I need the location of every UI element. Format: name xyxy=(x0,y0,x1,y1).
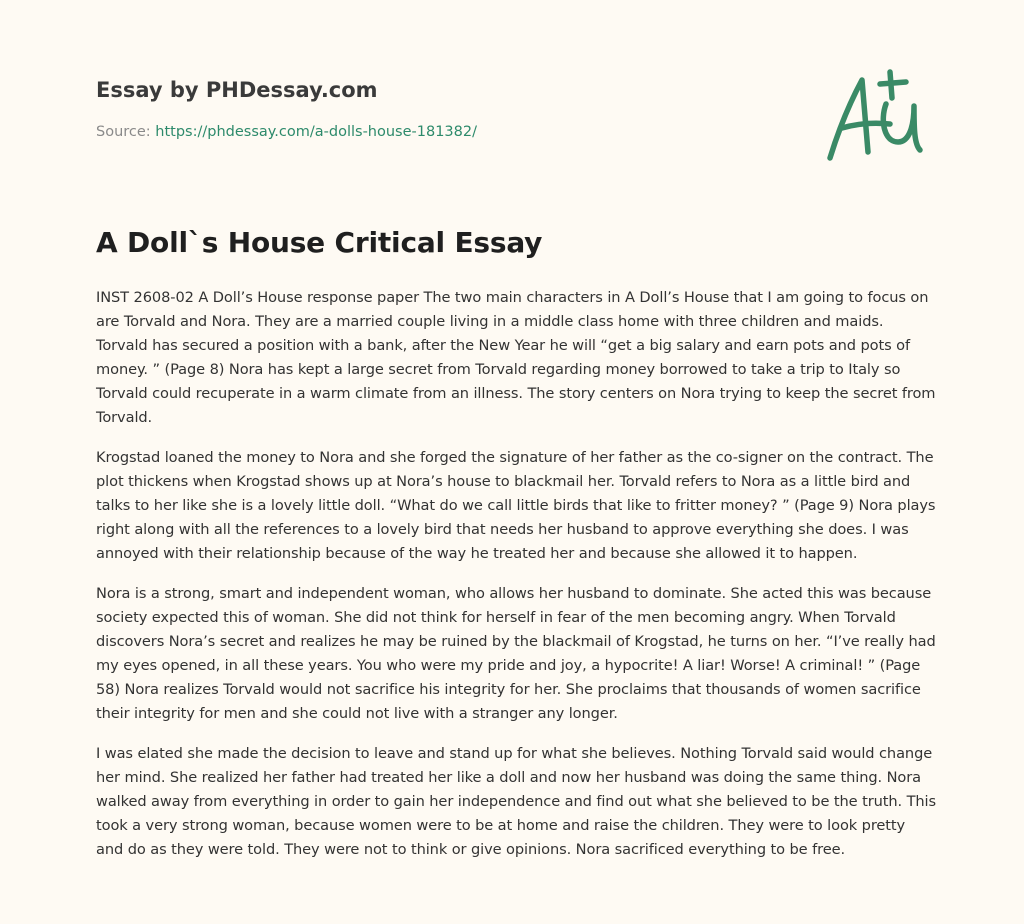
essay-paragraph: Krogstad loaned the money to Nora and she forged the signature of her father as the co-signer on the contract. The plot thickens when Krogstad shows up at Nora’s house to blackmail her. Torvald refers to Nora as a little bird and talks to her like she is a lovely little doll. “What do we call little birds that like to fritter money? ” (Page 9) Nora plays right along with all the references to a lovely bird that needs her husband to approve everything she does. I was annoyed with their relationship because of the way he treated her and because she allowed it to happen. xyxy=(96,449,936,562)
essay-body xyxy=(96,286,936,878)
site-brand: Essay by PHDessay.com xyxy=(96,78,378,102)
source-link[interactable]: https://phdessay.com/a-dolls-house-181382/ xyxy=(155,124,477,140)
essay-title: A Doll`s House Critical Essay xyxy=(96,226,543,259)
source-line xyxy=(96,124,477,140)
a-plus-grade-icon xyxy=(824,66,924,166)
logo-a-stroke xyxy=(830,80,868,158)
essay-paragraph: I was elated she made the decision to leave and stand up for what she believes. Nothing Torvald said would change her mind. She realized her father had treated her like a doll and now her husband was doing the same thing. Nora walked away from everything in order to gain her independence and find out what she believed to be the truth. This took a very strong woman, because women were to be at home and raise the children. They were to look pretty and do as they were told. They were not to think or give opinions. Nora sacrificed everything to be free. xyxy=(96,745,937,858)
logo-plus-horizontal xyxy=(880,82,906,84)
essay-paragraph: INST 2608-02 A Doll’s House response paper The two main characters in A Doll’s House that I am going to focus on are Torvald and Nora. They are a married couple living in a middle class home with three children and maids. Torvald has secured a position with a bank, after the New Year he will “get a big salary and earn pots and pots of money. ” (Page 8) Nora has kept a large secret from Torvald regarding money borrowed to take a trip to Italy so Torvald could recuperate in a warm climate from an illness. The story centers on Nora trying to keep the secret from Torvald. xyxy=(96,289,936,426)
source-label: Source: xyxy=(96,124,156,140)
essay-paragraph: Nora is a strong, smart and independent woman, who allows her husband to dominate. She acted this was because society expected this of woman. She did not think for herself in fear of the men becoming angry. When Torvald discovers Nora’s secret and realizes he may be ruined by the blackmail of Krogstad, he turns on her. “I’ve really had my eyes opened, in all these years. You who were my pride and joy, a hypocrite! A liar! Worse! A criminal! ” (Page 58) Nora realizes Torvald would not sacrifice his integrity for her. She proclaims that thousands of women sacrifice their integrity for men and she could not live with a stranger any longer. xyxy=(96,585,936,722)
logo-loop xyxy=(883,104,920,150)
